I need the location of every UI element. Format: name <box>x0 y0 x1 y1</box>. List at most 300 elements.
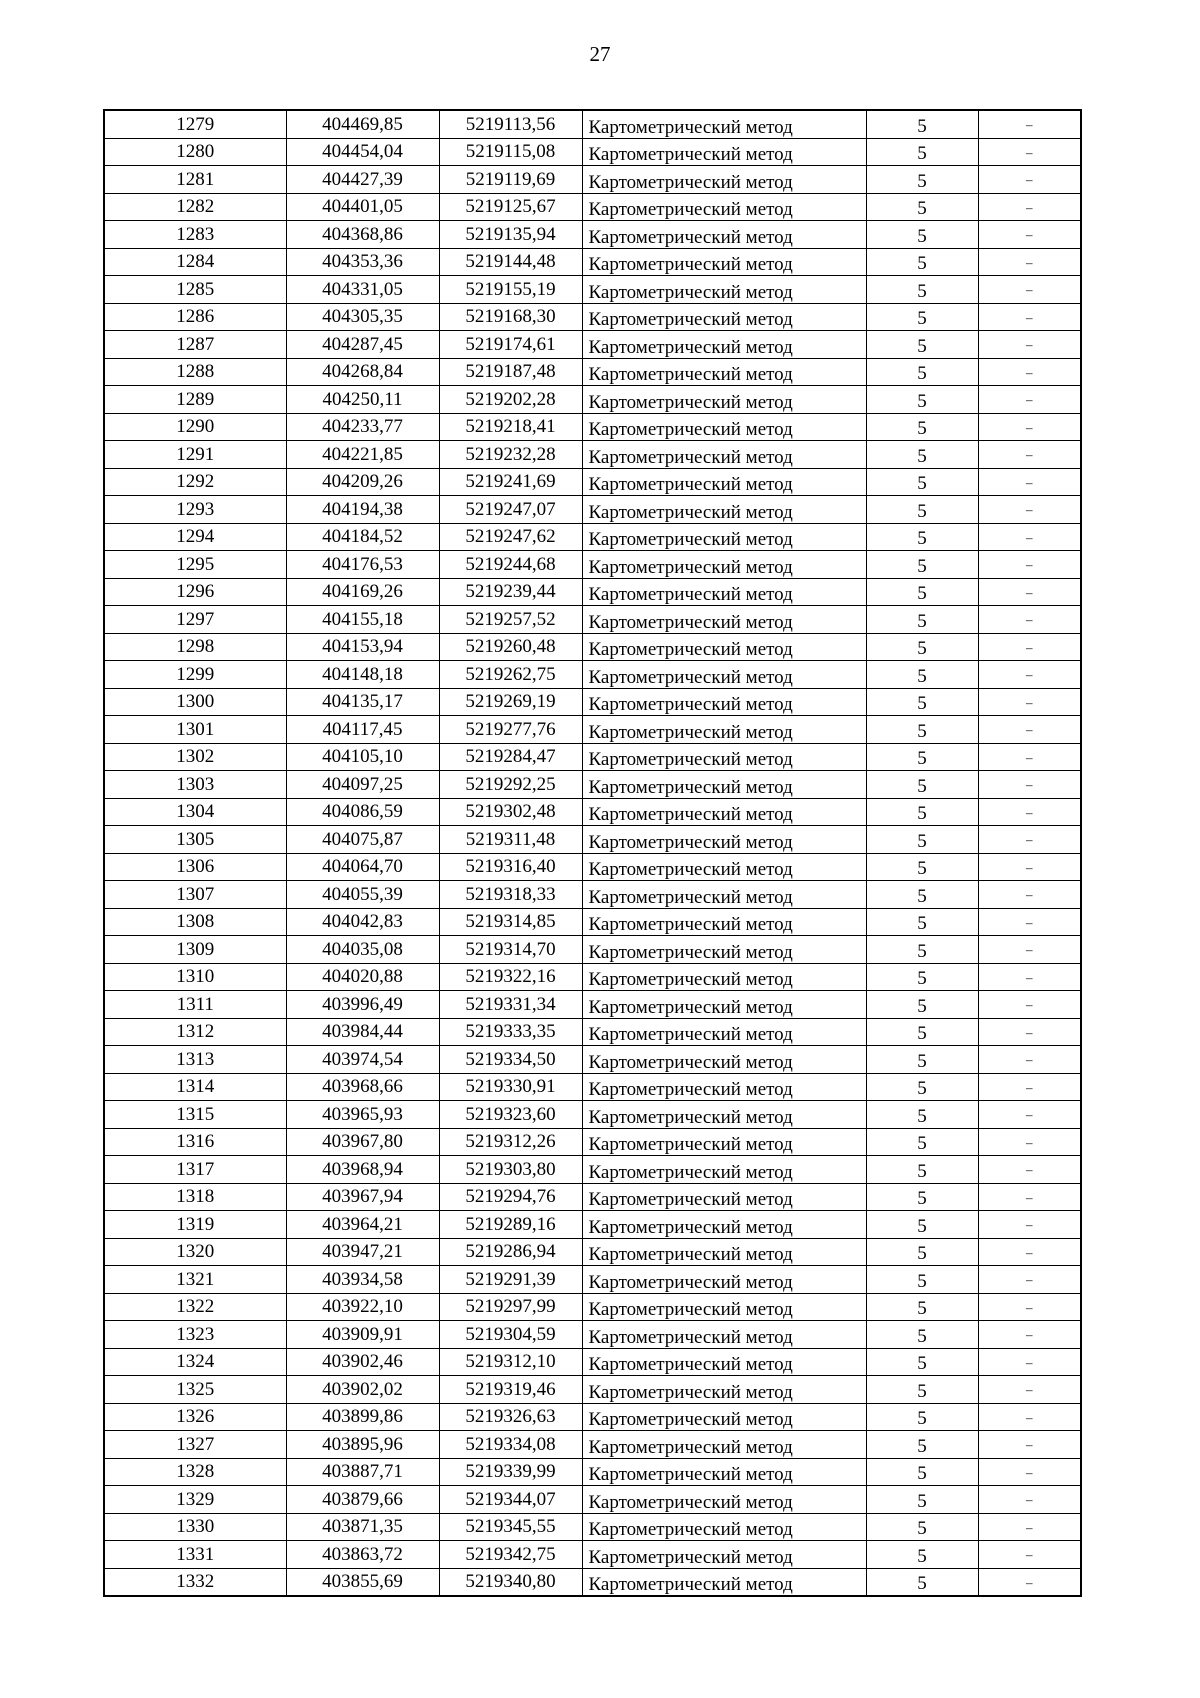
note-cell-text: – <box>1026 1189 1033 1205</box>
x-coordinate-cell <box>286 1073 439 1101</box>
method-cell-text: Картометрический метод <box>588 859 793 880</box>
note-cell-text: – <box>1026 887 1033 902</box>
method-cell-text: Картометрический метод <box>588 1051 793 1073</box>
table-row <box>104 1073 1081 1101</box>
table-row <box>104 1238 1081 1266</box>
accuracy-cell <box>866 1018 978 1046</box>
note-cell-text: – <box>1026 859 1033 875</box>
x-coordinate-cell <box>286 110 439 138</box>
point-number-cell-text: 1307 <box>176 883 215 905</box>
y-coordinate-cell <box>439 716 582 744</box>
note-cell <box>978 413 1081 441</box>
y-coordinate-cell <box>439 303 582 331</box>
y-coordinate-cell-text: 5219339,99 <box>465 1461 556 1483</box>
x-coordinate-cell <box>286 881 439 909</box>
y-coordinate-cell <box>439 468 582 496</box>
note-cell-text: – <box>1026 749 1033 765</box>
accuracy-cell-text: 5 <box>917 775 927 797</box>
x-coordinate-cell <box>286 991 439 1019</box>
y-coordinate-cell <box>439 496 582 524</box>
accuracy-cell-text: 5 <box>917 940 927 962</box>
note-cell <box>978 523 1081 551</box>
point-number-cell <box>104 743 286 771</box>
y-coordinate-cell <box>439 936 582 964</box>
accuracy-cell <box>866 771 978 799</box>
note-cell-text: – <box>1026 557 1033 572</box>
point-number-cell-text: 1290 <box>176 416 215 438</box>
point-number-cell <box>104 633 286 661</box>
point-number-cell-text: 1299 <box>176 663 215 685</box>
note-cell <box>978 688 1081 716</box>
note-cell-text: – <box>1026 1409 1033 1425</box>
method-cell <box>582 688 866 716</box>
x-coordinate-cell <box>286 578 439 606</box>
point-number-cell <box>104 826 286 854</box>
note-cell-text: – <box>1026 694 1033 710</box>
point-number-cell-text: 1308 <box>176 911 215 933</box>
method-cell <box>582 606 866 634</box>
accuracy-cell <box>866 276 978 304</box>
point-number-cell <box>104 716 286 744</box>
accuracy-cell-text: 5 <box>917 473 927 494</box>
y-coordinate-cell-text: 5219119,69 <box>465 168 556 190</box>
accuracy-cell <box>866 496 978 524</box>
y-coordinate-cell <box>439 441 582 469</box>
y-coordinate-cell-text: 5219311,48 <box>465 828 556 850</box>
note-cell-text: – <box>1026 667 1033 682</box>
accuracy-cell-text: 5 <box>917 143 927 164</box>
x-coordinate-cell-text: 404075,87 <box>322 828 403 850</box>
accuracy-cell <box>866 138 978 166</box>
note-cell <box>978 1128 1081 1156</box>
accuracy-cell <box>866 1156 978 1184</box>
point-number-cell <box>104 1403 286 1431</box>
accuracy-cell <box>866 853 978 881</box>
accuracy-cell <box>866 743 978 771</box>
point-number-cell <box>104 413 286 441</box>
table-row <box>104 1266 1081 1294</box>
y-coordinate-cell <box>439 1128 582 1156</box>
method-cell-text: Картометрический метод <box>588 1354 793 1375</box>
point-number-cell <box>104 688 286 716</box>
table-row <box>104 1431 1081 1459</box>
x-coordinate-cell-text: 403909,91 <box>322 1323 403 1345</box>
accuracy-cell-text: 5 <box>917 280 927 302</box>
method-cell-text: Картометрический метод <box>588 1216 793 1238</box>
table-row <box>104 276 1081 304</box>
note-cell <box>978 358 1081 386</box>
method-cell-text: Картометрический метод <box>588 969 793 990</box>
y-coordinate-cell <box>439 221 582 249</box>
point-number-cell-text: 1321 <box>176 1268 215 1290</box>
table-row <box>104 193 1081 221</box>
x-coordinate-cell <box>286 661 439 689</box>
x-coordinate-cell <box>286 1293 439 1321</box>
point-number-cell-text: 1294 <box>176 526 215 548</box>
method-cell <box>582 1156 866 1184</box>
method-cell <box>582 358 866 386</box>
accuracy-cell-text: 5 <box>917 693 927 714</box>
method-cell <box>582 248 866 276</box>
method-cell <box>582 1431 866 1459</box>
x-coordinate-cell <box>286 523 439 551</box>
point-number-cell-text: 1332 <box>176 1571 215 1593</box>
point-number-cell <box>104 661 286 689</box>
y-coordinate-cell <box>439 771 582 799</box>
method-cell-text: Картометрический метод <box>588 804 793 825</box>
note-cell <box>978 166 1081 194</box>
point-number-cell <box>104 1431 286 1459</box>
x-coordinate-cell-text: 403855,69 <box>322 1571 403 1593</box>
y-coordinate-cell-text: 5219218,41 <box>465 416 556 438</box>
accuracy-cell <box>866 606 978 634</box>
point-number-cell-text: 1322 <box>176 1296 215 1318</box>
accuracy-cell-text: 5 <box>917 665 927 687</box>
table-row <box>104 1348 1081 1376</box>
point-number-cell <box>104 551 286 579</box>
table-row <box>104 1541 1081 1569</box>
note-cell-text: – <box>1026 1052 1033 1067</box>
note-cell-text: – <box>1026 777 1033 792</box>
point-number-cell <box>104 853 286 881</box>
x-coordinate-cell <box>286 1513 439 1541</box>
y-coordinate-cell-text: 5219334,08 <box>465 1433 556 1455</box>
accuracy-cell-text: 5 <box>917 968 927 989</box>
method-cell-text: Картометрический метод <box>588 1271 793 1293</box>
y-coordinate-cell-text: 5219168,30 <box>465 306 556 328</box>
note-cell-text: – <box>1026 227 1033 242</box>
y-coordinate-cell <box>439 1156 582 1184</box>
y-coordinate-cell-text: 5219334,50 <box>465 1048 556 1070</box>
y-coordinate-cell <box>439 1238 582 1266</box>
point-number-cell <box>104 1073 286 1101</box>
point-number-cell-text: 1313 <box>176 1048 215 1070</box>
point-number-cell-text: 1325 <box>176 1378 215 1400</box>
accuracy-cell <box>866 1321 978 1349</box>
method-cell-text: Картометрический метод <box>588 501 793 523</box>
x-coordinate-cell <box>286 1238 439 1266</box>
point-number-cell <box>104 110 286 138</box>
x-coordinate-cell <box>286 1431 439 1459</box>
point-number-cell <box>104 1321 286 1349</box>
accuracy-cell <box>866 1348 978 1376</box>
y-coordinate-cell <box>439 138 582 166</box>
point-number-cell <box>104 1568 286 1596</box>
y-coordinate-cell-text: 5219174,61 <box>465 333 556 355</box>
y-coordinate-cell-text: 5219144,48 <box>465 251 556 273</box>
method-cell-text: Картометрический метод <box>588 1326 793 1348</box>
note-cell <box>978 1156 1081 1184</box>
y-coordinate-cell <box>439 688 582 716</box>
table-row <box>104 908 1081 936</box>
y-coordinate-cell <box>439 1018 582 1046</box>
y-coordinate-cell <box>439 1321 582 1349</box>
y-coordinate-cell <box>439 358 582 386</box>
note-cell-text: – <box>1026 282 1033 297</box>
table-row <box>104 661 1081 689</box>
note-cell <box>978 798 1081 826</box>
point-number-cell <box>104 441 286 469</box>
y-coordinate-cell <box>439 1486 582 1514</box>
method-cell <box>582 496 866 524</box>
point-number-cell <box>104 881 286 909</box>
note-cell-text: – <box>1026 254 1033 270</box>
note-cell-text: – <box>1026 1134 1033 1150</box>
x-coordinate-cell-text: 404305,35 <box>322 306 403 328</box>
table-row <box>104 991 1081 1019</box>
x-coordinate-cell-text: 404184,52 <box>322 526 403 548</box>
y-coordinate-cell-text: 5219316,40 <box>465 856 556 878</box>
y-coordinate-cell <box>439 551 582 579</box>
table-row <box>104 826 1081 854</box>
table-row <box>104 1403 1081 1431</box>
y-coordinate-cell-text: 5219113,56 <box>465 113 556 135</box>
point-number-cell <box>104 1238 286 1266</box>
x-coordinate-cell <box>286 1211 439 1239</box>
point-number-cell-text: 1287 <box>176 333 215 355</box>
point-number-cell <box>104 193 286 221</box>
accuracy-cell <box>866 963 978 991</box>
accuracy-cell <box>866 908 978 936</box>
note-cell <box>978 1266 1081 1294</box>
table-row <box>104 1486 1081 1514</box>
table-row <box>104 963 1081 991</box>
x-coordinate-cell-text: 404169,26 <box>322 581 403 603</box>
note-cell <box>978 963 1081 991</box>
x-coordinate-cell-text: 404427,39 <box>322 168 403 190</box>
method-cell <box>582 1018 866 1046</box>
accuracy-cell-text: 5 <box>917 638 927 659</box>
table-row <box>104 358 1081 386</box>
point-number-cell <box>104 1348 286 1376</box>
x-coordinate-cell-text: 404194,38 <box>322 498 403 520</box>
table-row <box>104 1321 1081 1349</box>
note-cell <box>978 551 1081 579</box>
accuracy-cell-text: 5 <box>917 1160 927 1182</box>
x-coordinate-cell-text: 403968,66 <box>322 1076 403 1098</box>
method-cell-text: Картометрический метод <box>588 1381 793 1403</box>
accuracy-cell-text: 5 <box>917 1490 927 1512</box>
method-cell-text: Картометрический метод <box>588 144 793 165</box>
y-coordinate-cell-text: 5219340,80 <box>465 1571 556 1593</box>
method-cell <box>582 276 866 304</box>
point-number-cell <box>104 771 286 799</box>
method-cell <box>582 386 866 414</box>
method-cell-text: Картометрический метод <box>588 1299 793 1320</box>
point-number-cell-text: 1296 <box>176 581 215 603</box>
method-cell <box>582 661 866 689</box>
method-cell <box>582 523 866 551</box>
method-cell <box>582 826 866 854</box>
point-number-cell-text: 1314 <box>176 1076 215 1098</box>
x-coordinate-cell <box>286 303 439 331</box>
x-coordinate-cell-text: 404020,88 <box>322 966 403 988</box>
note-cell <box>978 1541 1081 1569</box>
accuracy-cell-text: 5 <box>917 1215 927 1237</box>
method-cell-text: Картометрический метод <box>588 831 793 853</box>
method-cell <box>582 1376 866 1404</box>
y-coordinate-cell-text: 5219291,39 <box>465 1268 556 1290</box>
method-cell <box>582 798 866 826</box>
x-coordinate-cell-text: 404401,05 <box>322 196 403 218</box>
method-cell-text: Картометрический метод <box>588 1106 793 1128</box>
method-cell <box>582 1266 866 1294</box>
accuracy-cell <box>866 1458 978 1486</box>
method-cell <box>582 1101 866 1129</box>
note-cell-text: – <box>1026 1217 1033 1232</box>
note-cell-text: – <box>1026 1437 1033 1452</box>
accuracy-cell <box>866 386 978 414</box>
table-row <box>104 166 1081 194</box>
accuracy-cell <box>866 303 978 331</box>
x-coordinate-cell-text: 404155,18 <box>322 608 403 630</box>
note-cell-text: – <box>1026 144 1033 160</box>
point-number-cell-text: 1285 <box>176 278 215 300</box>
x-coordinate-cell-text: 403974,54 <box>322 1048 403 1070</box>
y-coordinate-cell <box>439 798 582 826</box>
point-number-cell-text: 1301 <box>176 718 215 740</box>
point-number-cell-text: 1316 <box>176 1131 215 1153</box>
accuracy-cell-text: 5 <box>917 913 927 934</box>
method-cell-text: Картометрический метод <box>588 1546 793 1568</box>
table-row <box>104 1046 1081 1074</box>
table-row <box>104 496 1081 524</box>
table-row <box>104 1211 1081 1239</box>
y-coordinate-cell-text: 5219247,62 <box>465 526 556 548</box>
x-coordinate-cell <box>286 413 439 441</box>
table-row <box>104 1101 1081 1129</box>
x-coordinate-cell <box>286 1403 439 1431</box>
note-cell-text: – <box>1026 309 1033 325</box>
method-cell <box>582 881 866 909</box>
note-cell-text: – <box>1026 1354 1033 1370</box>
point-number-cell <box>104 523 286 551</box>
point-number-cell <box>104 1541 286 1569</box>
accuracy-cell-text: 5 <box>917 308 927 329</box>
method-cell-text: Картометрический метод <box>588 914 793 935</box>
method-cell-text: Картометрический метод <box>588 446 793 468</box>
method-cell <box>582 1211 866 1239</box>
note-cell-text: – <box>1026 639 1033 655</box>
accuracy-cell <box>866 633 978 661</box>
y-coordinate-cell-text: 5219241,69 <box>465 471 556 493</box>
method-cell-text: Картометрический метод <box>588 529 793 550</box>
y-coordinate-cell-text: 5219323,60 <box>465 1103 556 1125</box>
note-cell-text: – <box>1026 364 1033 380</box>
y-coordinate-cell-text: 5219333,35 <box>465 1021 556 1043</box>
method-cell <box>582 441 866 469</box>
y-coordinate-cell <box>439 413 582 441</box>
y-coordinate-cell <box>439 606 582 634</box>
y-coordinate-cell-text: 5219187,48 <box>465 361 556 383</box>
method-cell-text: Картометрический метод <box>588 1519 793 1540</box>
note-cell <box>978 110 1081 138</box>
point-number-cell <box>104 1183 286 1211</box>
y-coordinate-cell-text: 5219302,48 <box>465 801 556 823</box>
accuracy-cell-text: 5 <box>917 1573 927 1594</box>
y-coordinate-cell <box>439 386 582 414</box>
method-cell <box>582 1486 866 1514</box>
note-cell <box>978 853 1081 881</box>
table-row <box>104 248 1081 276</box>
y-coordinate-cell <box>439 1046 582 1074</box>
note-cell-text: – <box>1026 474 1033 490</box>
x-coordinate-cell <box>286 1101 439 1129</box>
x-coordinate-cell <box>286 936 439 964</box>
y-coordinate-cell-text: 5219125,67 <box>465 196 556 218</box>
method-cell <box>582 908 866 936</box>
note-cell-text: – <box>1026 1024 1033 1040</box>
x-coordinate-cell-text: 403964,21 <box>322 1213 403 1235</box>
method-cell-text: Картометрический метод <box>588 1079 793 1100</box>
table-row <box>104 853 1081 881</box>
point-number-cell <box>104 1458 286 1486</box>
point-number-cell <box>104 1486 286 1514</box>
point-number-cell <box>104 248 286 276</box>
accuracy-cell-text: 5 <box>917 363 927 384</box>
accuracy-cell-text: 5 <box>917 803 927 824</box>
y-coordinate-cell <box>439 1348 582 1376</box>
method-cell <box>582 1321 866 1349</box>
point-number-cell-text: 1288 <box>176 361 215 383</box>
point-number-cell-text: 1300 <box>176 691 215 713</box>
method-cell <box>582 1128 866 1156</box>
point-number-cell-text: 1306 <box>176 856 215 878</box>
point-number-cell-text: 1318 <box>176 1186 215 1208</box>
note-cell-text: – <box>1026 1547 1033 1562</box>
method-cell <box>582 716 866 744</box>
accuracy-cell-text: 5 <box>917 583 927 604</box>
note-cell-text: – <box>1026 117 1033 132</box>
accuracy-cell-text: 5 <box>917 1298 927 1319</box>
y-coordinate-cell <box>439 523 582 551</box>
accuracy-cell <box>866 1101 978 1129</box>
y-coordinate-cell <box>439 248 582 276</box>
x-coordinate-cell <box>286 331 439 359</box>
y-coordinate-cell <box>439 881 582 909</box>
table-row <box>104 936 1081 964</box>
method-cell <box>582 468 866 496</box>
accuracy-cell <box>866 826 978 854</box>
point-number-cell <box>104 358 286 386</box>
y-coordinate-cell-text: 5219297,99 <box>465 1296 556 1318</box>
y-coordinate-cell <box>439 578 582 606</box>
point-number-cell-text: 1295 <box>176 553 215 575</box>
y-coordinate-cell <box>439 853 582 881</box>
accuracy-cell <box>866 551 978 579</box>
method-cell-text: Картометрический метод <box>588 1134 793 1155</box>
point-number-cell <box>104 138 286 166</box>
accuracy-cell-text: 5 <box>917 500 927 522</box>
x-coordinate-cell <box>286 633 439 661</box>
point-number-cell <box>104 331 286 359</box>
point-number-cell <box>104 1266 286 1294</box>
note-cell <box>978 661 1081 689</box>
x-coordinate-cell <box>286 221 439 249</box>
y-coordinate-cell <box>439 1431 582 1459</box>
point-number-cell-text: 1279 <box>176 113 215 135</box>
y-coordinate-cell-text: 5219262,75 <box>465 663 556 685</box>
note-cell-text: – <box>1026 1299 1033 1315</box>
method-cell-text: Картометрический метод <box>588 776 793 798</box>
method-cell <box>582 138 866 166</box>
note-cell-text: – <box>1026 419 1033 435</box>
accuracy-cell <box>866 1403 978 1431</box>
point-number-cell-text: 1289 <box>176 388 215 410</box>
point-number-cell-text: 1293 <box>176 498 215 520</box>
method-cell-text: Картометрический метод <box>588 1436 793 1458</box>
y-coordinate-cell-text: 5219294,76 <box>465 1186 556 1208</box>
